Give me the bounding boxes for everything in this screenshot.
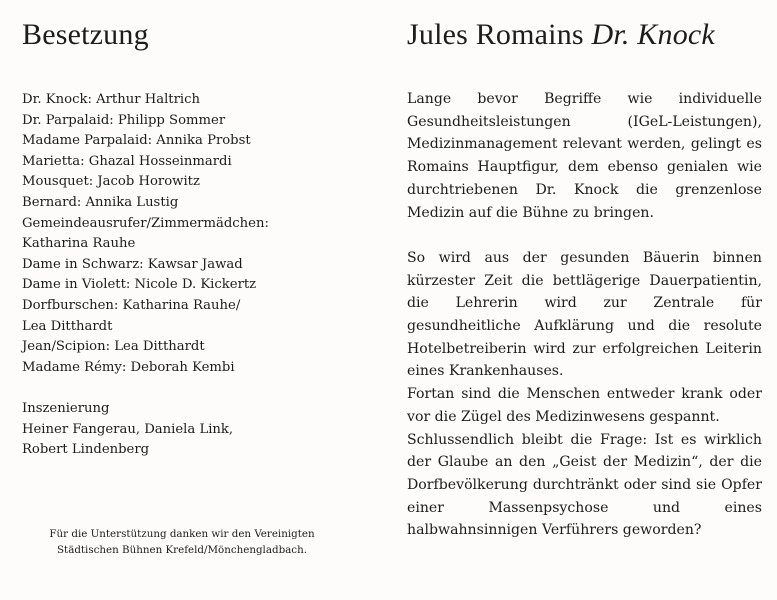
cast-line: Madame Parpalaid: Annika Probst (22, 133, 251, 149)
cast-line: Dr. Parpalaid: Philipp Sommer (22, 112, 226, 128)
cast-line: Madame Rémy: Deborah Kembi (22, 359, 235, 375)
cast-line: Dorfburschen: Katharina Rauhe/ (22, 297, 241, 313)
acknowledgement-line: Städtischen Bühnen Krefeld/Mönchengladbach. (57, 544, 307, 556)
cast-line: Lea Ditthardt (22, 318, 113, 334)
direction-names: Heiner Fangerau, Daniela Link, (22, 421, 234, 437)
cast-line: Mousquet: Jacob Horowitz (22, 174, 200, 190)
play-heading (407, 18, 762, 52)
cast-line: Katharina Rauhe (22, 236, 136, 252)
direction-label: Inszenierung (22, 400, 110, 416)
cast-line: Gemeindeausrufer/Zimmermädchen: (22, 215, 269, 231)
paragraph: Lange bevor Begriffe wie individuelle Gesundheitsleistungen (IGeL-Leistungen), Medizinmanagement relevant werden, gelingt es Romains Hauptfigur, dem ebenso genialen wie durchtriebenen Dr. Knock die grenzenlose Medizin auf die Bühne zu bringen. (407, 91, 762, 221)
cast-heading: Besetzung (22, 18, 149, 51)
paragraph: Schlussendlich bleibt die Frage: Ist es wirklich der Glaube an den „Geist der Medizin“, der die Dorfbevölkerung durchtränkt oder sind sie Opfer einer Massenpsychose und eines halbwahnsinnigen Verführers geworden? (407, 431, 762, 539)
paragraph: Fortan sind die Menschen entweder krank oder vor die Zügel des Medizinwesens gespannt. (407, 386, 762, 425)
direction-names: Robert Lindenberg (22, 442, 150, 458)
acknowledgement (22, 526, 342, 558)
paragraph: So wird aus der gesunden Bäuerin binnen kürzester Zeit die bettlägerige Dauerpatientin, die Lehrerin wird zur Zentrale für gesundheitliche Aufklärung und die resolute Hotelbetreiberin wird zur erfolgreichen Leiterin eines Krankenhauses. (407, 249, 762, 380)
cast-line: Bernard: Annika Lustig (22, 194, 179, 210)
cast-column (22, 18, 352, 461)
play-title: Dr. Knock (591, 18, 715, 51)
cast-line: Dame in Violett: Nicole D. Kickertz (22, 277, 257, 293)
direction-block (22, 399, 352, 461)
cast-line: Dame in Schwarz: Kawsar Jawad (22, 256, 243, 272)
cast-line: Dr. Knock: Arthur Haltrich (22, 92, 200, 107)
synopsis-text (407, 88, 762, 542)
cast-list (22, 90, 352, 378)
acknowledgement-line: Für die Unterstützung danken wir den Vereinigten (49, 528, 315, 540)
cast-line: Jean/Scipion: Lea Ditthardt (22, 339, 205, 355)
cast-line: Marietta: Ghazal Hosseinmardi (22, 153, 232, 169)
author-name: Jules Romains (407, 18, 584, 51)
synopsis-column (407, 18, 762, 542)
